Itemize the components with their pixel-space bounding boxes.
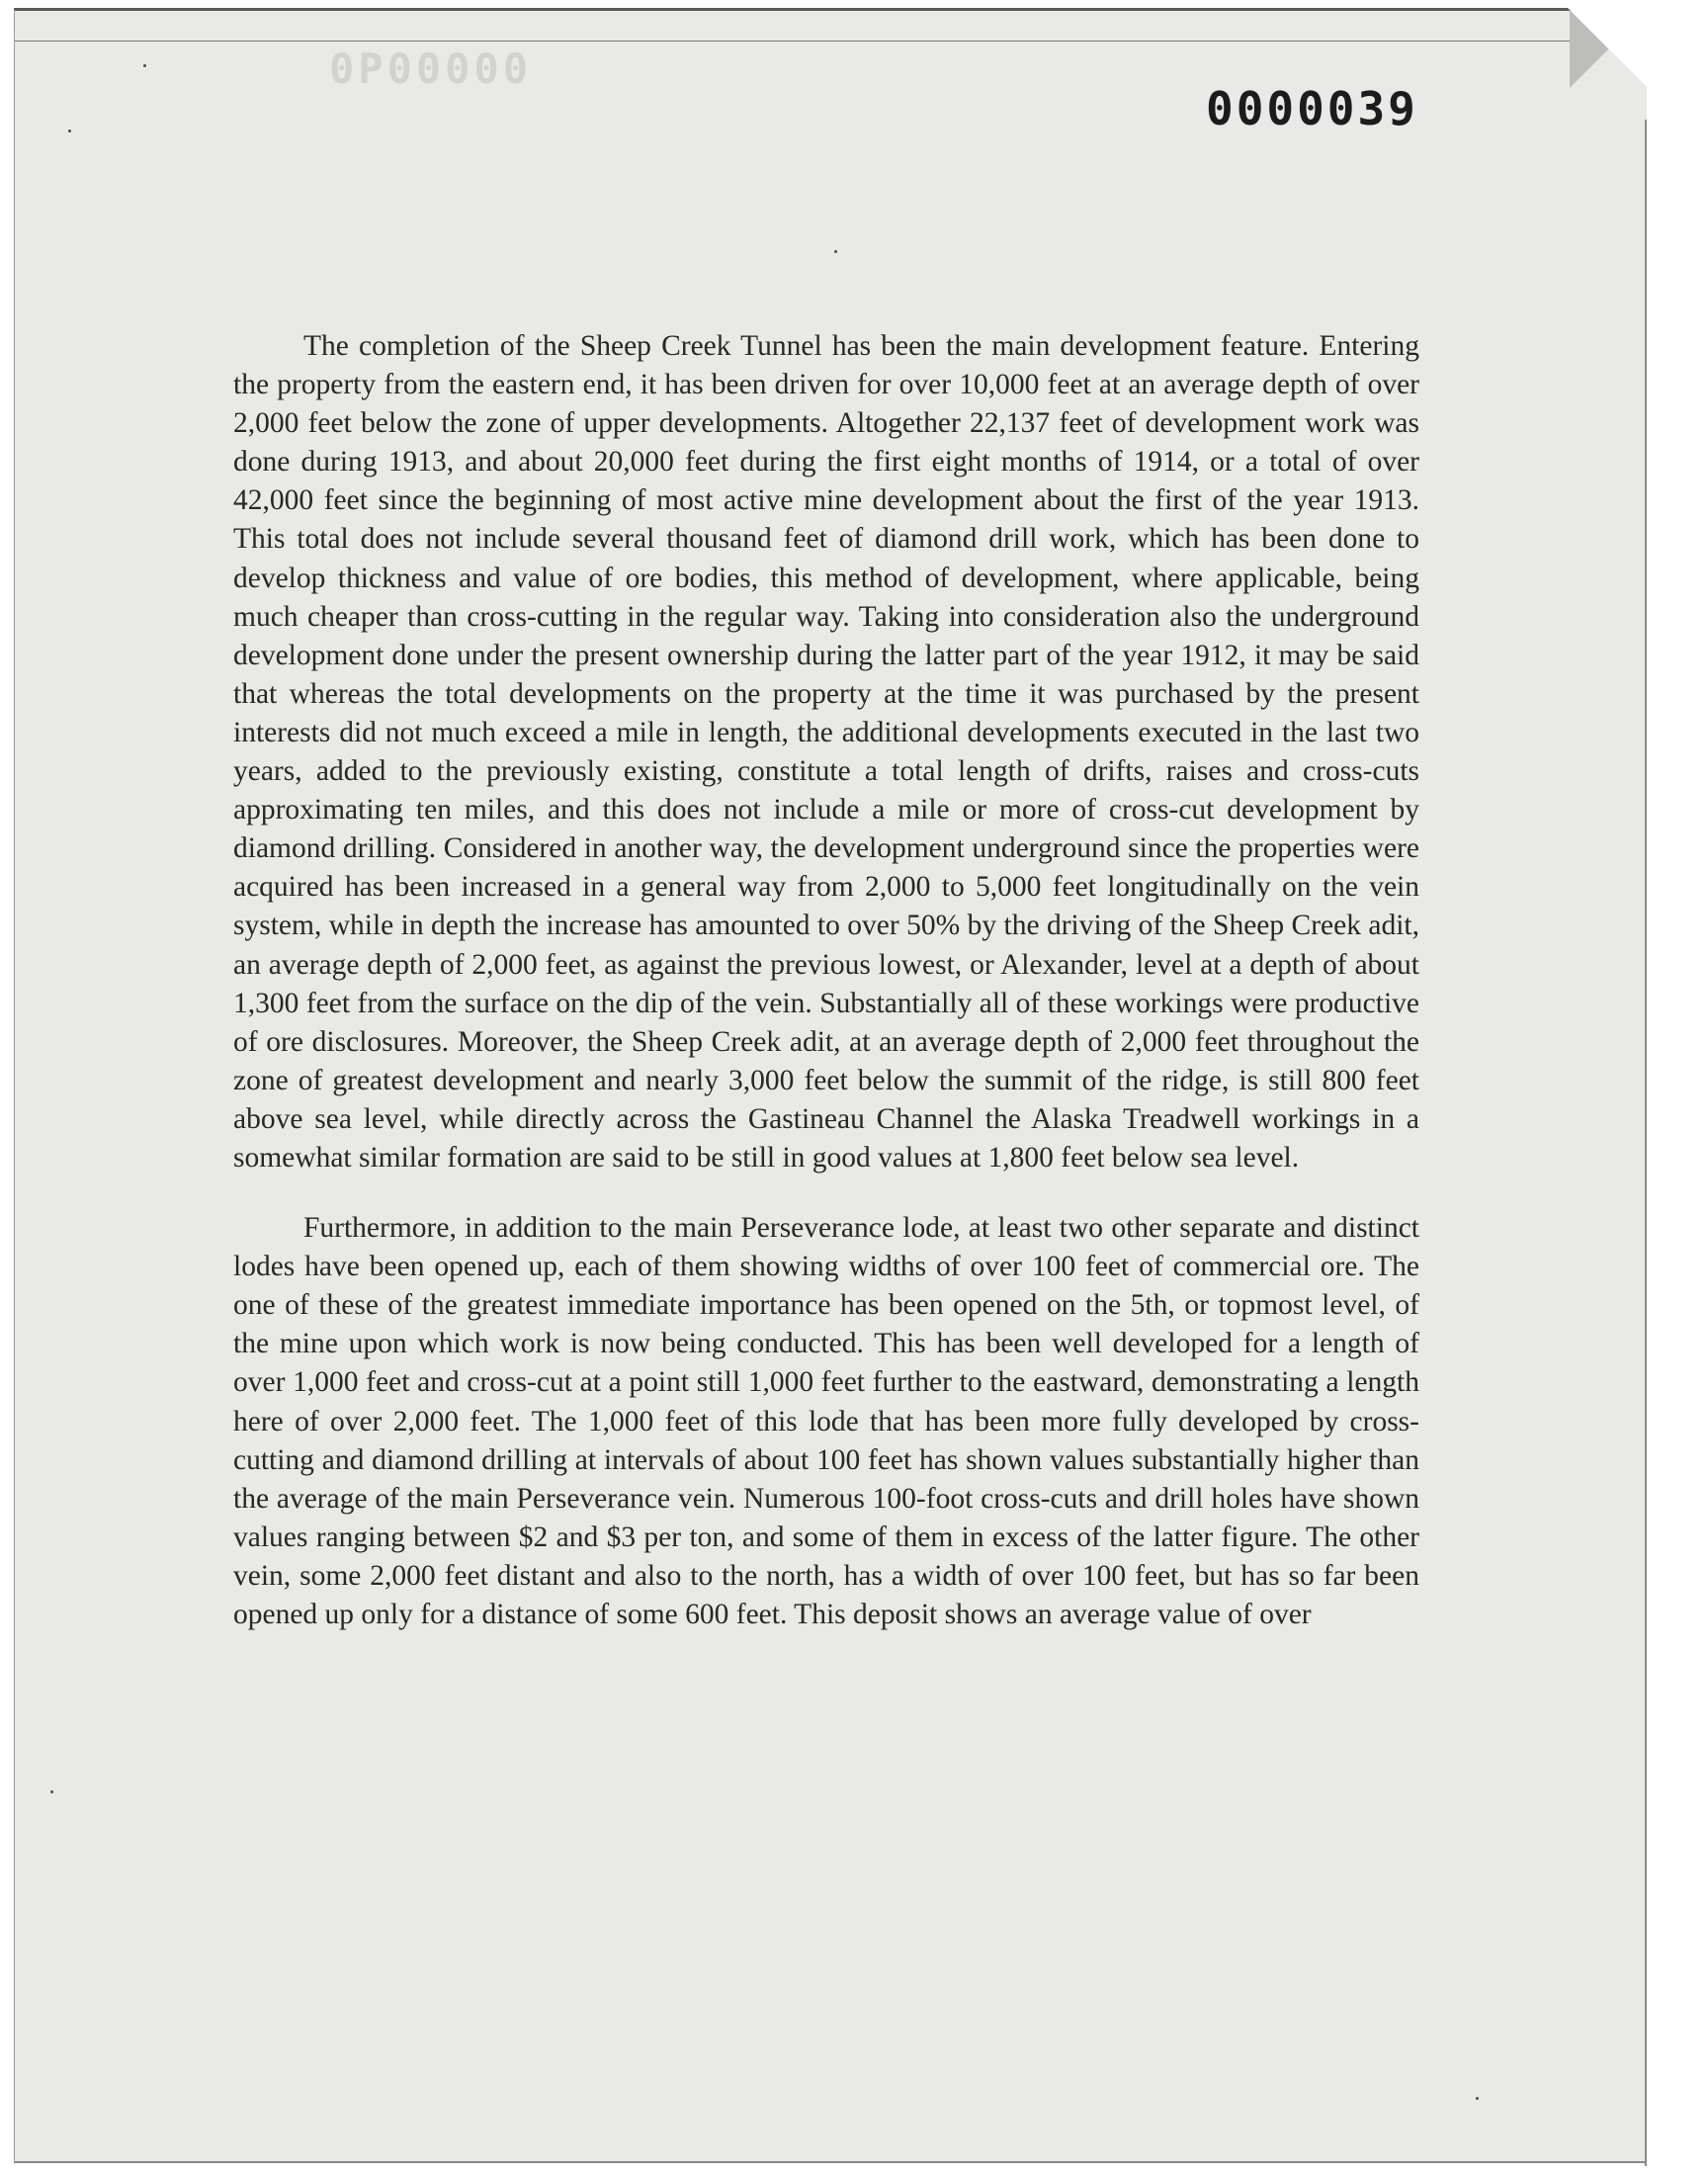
scanned-page bbox=[14, 8, 1647, 2163]
paragraph-development: The completion of the Sheep Creek Tunnel has been the main development feature. Entering the property from the eastern end, it has been driven for over 10,000 feet at an average depth of over 2,000 feet below the zone of upper developments. Altogether 22,137 feet of development work was done during 1913, and about 20,000 feet during the first eight months of 1914, or a total of over 42,000 feet since the beginning of most active mine development about the first of the year 1913. This total does not include several thousand feet of diamond drill work, which has been done to develop thickness and value of ore bodies, this method of development, where applicable, being much cheaper than cross-cutting in the regular way. Taking into consideration also the underground development done under the present ownership during the latter part of the year 1912, it may be said that whereas the total developments on the property at the time it was purchased by the present interests did not much exceed a mile in length, the additional developments executed in the last two years, added to the previously existing, constitute a total length of drifts, raises and cross-cuts approximating ten miles, and this does not include a mile or more of cross-cut development by diamond drilling. Considered in another way, the development underground since the properties were acquired has been increased in a general way from 2,000 to 5,000 feet longitudinally on the vein system, while in depth the increase has amounted to over 50% by the driving of the Sheep Creek adit, an average depth of 2,000 feet, as against the previous lowest, or Alexander, level at a depth of about 1,300 feet from the surface on the dip of the vein. Substantially all of these workings were productive of ore disclosures. Moreover, the Sheep Creek adit, at an average depth of 2,000 feet throughout the zone of greatest development and nearly 3,000 feet below the summit of the ridge, is still 800 feet above sea level, while directly across the Gastineau Channel the Alaska Treadwell workings in a somewhat similar formation are said to be still in good values at 1,800 feet below sea level. bbox=[233, 330, 1419, 1174]
bates-number: 0000039 bbox=[1206, 82, 1418, 135]
scan-speck bbox=[50, 1790, 53, 1793]
scan-speck bbox=[1476, 2097, 1479, 2100]
scan-speck bbox=[834, 250, 837, 253]
bleed-through-number: 0P00000 bbox=[329, 44, 533, 93]
scan-speck bbox=[68, 130, 71, 132]
top-rule bbox=[15, 41, 1596, 42]
body-text bbox=[233, 327, 1419, 1634]
scan-speck bbox=[143, 64, 146, 67]
paragraph-lodes: Furthermore, in addition to the main Perseverance lode, at least two other separate and distinct lodes have been opened up, each of them showing widths of over 100 feet of commercial ore. The one of these of the greatest immediate importance has been opened on the 5th, or topmost level, of the mine upon which work is now being conducted. This has been well developed for a length of over 1,000 feet and cross-cut at a point still 1,000 feet further to the eastward, demonstrating a length here of over 2,000 feet. The 1,000 feet of this lode that has been more fully developed by cross-cutting and diamond drilling at intervals of about 100 feet has shown values substantially higher than the average of the main Perseverance vein. Numerous 100-foot cross-cuts and drill holes have shown values ranging between $2 and $3 per ton, and some of them in excess of the latter figure. The other vein, some 2,000 feet distant and also to the north, has a width of over 100 feet, but has so far been opened up only for a distance of some 600 feet. This deposit shows an average value of over bbox=[233, 1212, 1419, 1630]
page-right-edge bbox=[1645, 120, 1647, 2166]
folded-corner-cutout bbox=[1568, 8, 1647, 87]
